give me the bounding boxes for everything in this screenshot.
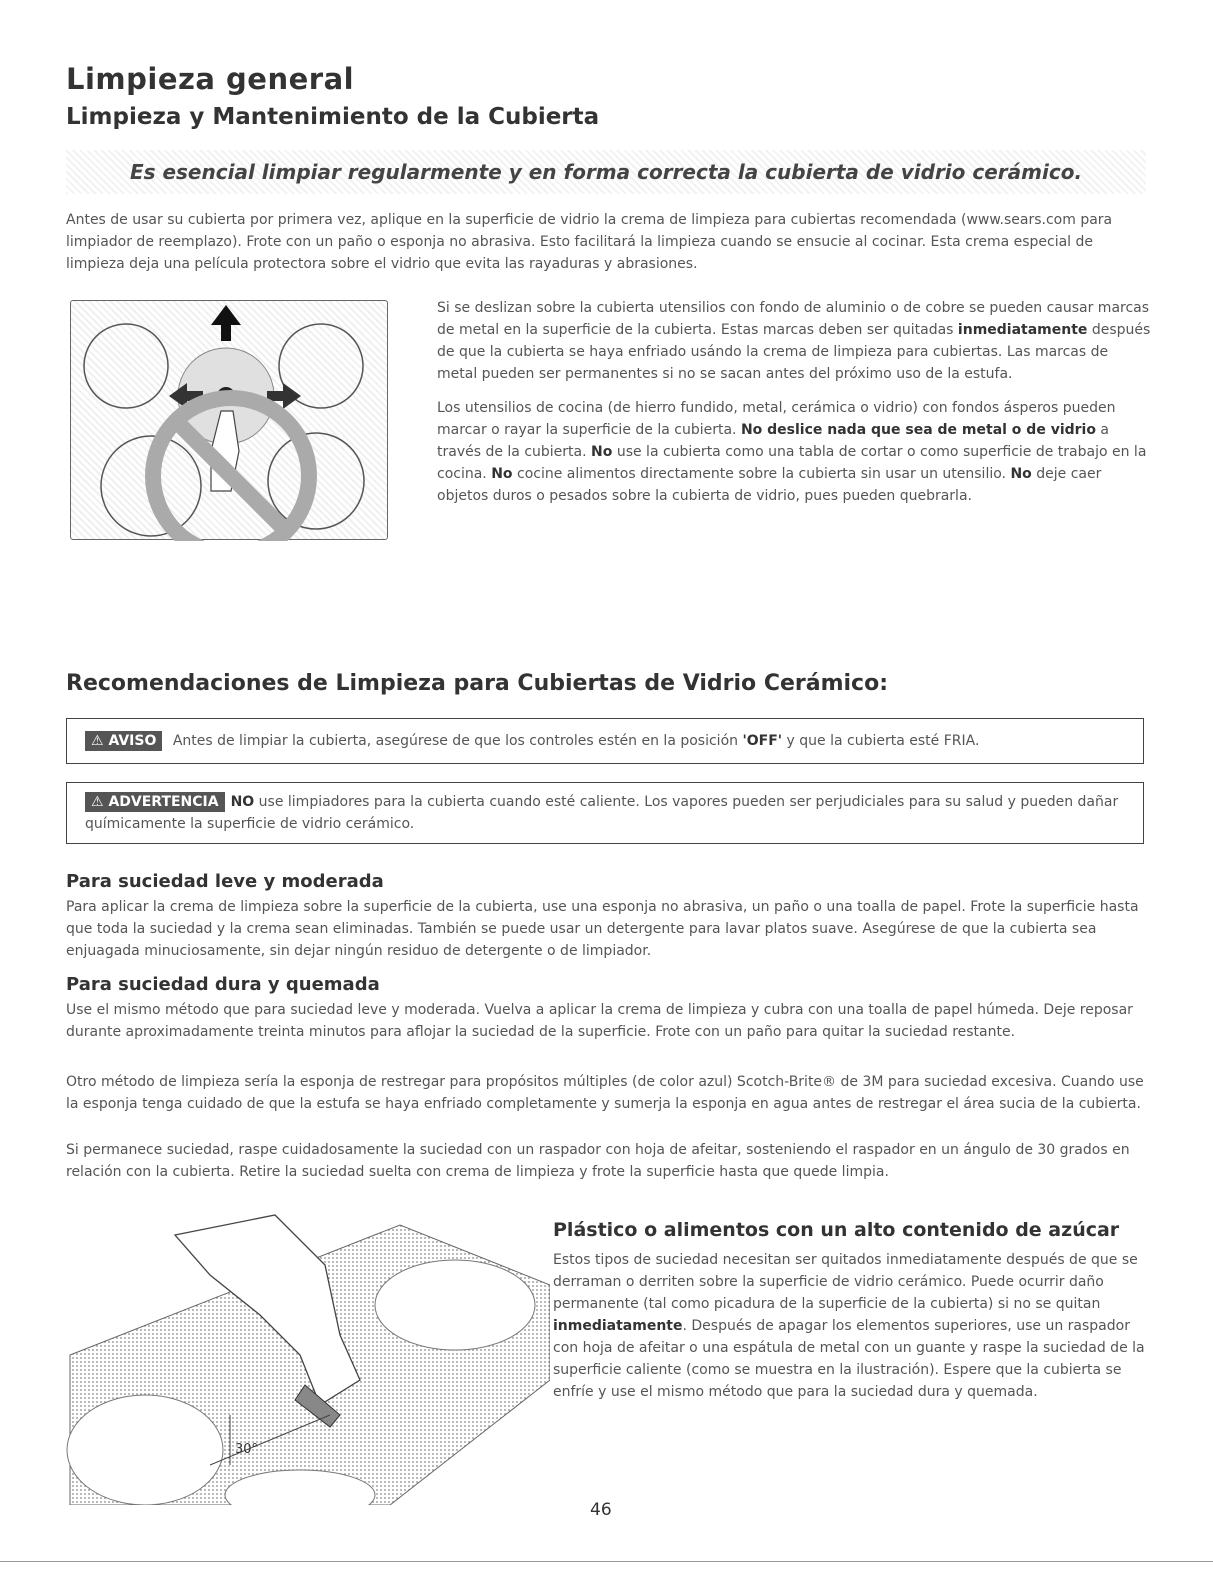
- page-number: 46: [590, 1500, 612, 1520]
- page-subtitle: Limpieza y Mantenimiento de la Cubierta: [66, 104, 600, 130]
- heavy-soil-text-2: Otro método de limpieza sería la esponja de restregar para propósitos múltiples (de color azul) Scotch-Brite® de 3M para suciedad excesiva. Cuando use la esponja tenga cuidado de que la estufa se haya enfriado completamente y sumerja la esponja en agua antes de restregar el área sucia de la cubierta.: [66, 1074, 1144, 1112]
- aside-text: [437, 297, 1152, 519]
- banner-text: Es esencial limpiar regularmente y en forma correcta la cubierta de vidrio cerámico.: [129, 160, 1083, 184]
- plastic-text: Estos tipos de suciedad necesitan ser quitados inmediatamente después de que se derraman o derriten sobre la superficie de vidrio cerámico. Puede ocurrir daño permanente (tal como picadura de la superficie de la cubierta) si no se quitan inmediatamente. Después de apagar los elementos superiores, use un raspador con hoja de afeitar o una espátula de metal con un guante y raspe la suciedad de la superficie caliente (como se muestra en la ilustración). Espere que la cubierta se enfríe y use el mismo método que para la suciedad dura y quemada.: [553, 1252, 1145, 1400]
- light-soil-heading: Para suciedad leve y moderada: [66, 871, 384, 892]
- cooktop-no-slide-illustration: [70, 300, 388, 540]
- no-slide-drawing: [71, 301, 389, 541]
- page-title: Limpieza general: [66, 62, 355, 96]
- heavy-soil-text-3: Si permanece suciedad, raspe cuidadosamente la suciedad con un raspador con hoja de afeitar, sosteniendo el raspador en un ángulo de 30 grados en relación con la cubierta. Retire la suciedad suelta con crema de limpieza y frote la superficie hasta que quede limpia.: [66, 1142, 1130, 1180]
- arrow-up-icon: [211, 305, 241, 341]
- warning-triangle-icon: ⚠ ADVERTENCIA: [85, 792, 225, 812]
- heavy-soil-text-1: Use el mismo método que para suciedad leve y moderada. Vuelva a aplicar la crema de limpieza y cubra con una toalla de papel húmeda. Deje reposar durante aproximadamente treinta minutos para aflojar la suciedad de la superficie. Frote con un paño para quitar la suciedad restante.: [66, 1002, 1133, 1040]
- scraper-illustration: [60, 1205, 550, 1505]
- highlight-banner: [66, 150, 1146, 194]
- section-title: Recomendaciones de Limpieza para Cubiertas de Vidrio Cerámico:: [66, 671, 889, 696]
- rough-utensils-paragraph: Los utensilios de cocina (de hierro fundido, metal, cerámica o vidrio) con fondos ásperos pueden marcar o rayar la superficie de la cubierta. No deslice nada que sea de metal o de vidrio a través de la cubierta. No use la cubierta como una tabla de cortar o como superficie de trabajo en la cocina. No cocine alimentos directamente sobre la cubierta sin usar un utensilio. No deje caer objetos duros o pesados sobre la cubierta de vidrio, pues pueden quebrarla.: [437, 400, 1147, 504]
- plastic-heading: Plástico o alimentos con un alto contenido de azúcar: [553, 1219, 1120, 1241]
- intro-paragraph: Antes de usar su cubierta por primera vez, aplique en la superficie de vidrio la crema de limpieza para cubiertas recomendada (www.sears.com para limpiador de reemplazo). Frote con un paño o esponja no abrasiva. Esto facilitará la limpieza cuando se ensucie al cocinar. Esta crema especial de limpieza deja una película protectora sobre el vidrio que evita las rayaduras y abrasiones.: [66, 212, 1113, 272]
- footer-divider: [0, 1561, 1213, 1562]
- advertencia-box: ⚠ ADVERTENCIA NO use limpiadores para la cubierta cuando esté caliente. Los vapores pueden ser perjudiciales para su salud y pueden dañar químicamente la superficie de vidrio cerámico.: [66, 782, 1144, 844]
- light-soil-text: Para aplicar la crema de limpieza sobre la superficie de la cubierta, use una esponja no abrasiva, un paño o una toalla de papel. Frote la superficie hasta que toda la suciedad y la crema sean eliminadas. También se puede usar un detergente para lavar platos suave. Asegúrese de que la cubierta sea enjuagada minuciosamente, sin dejar ningún residuo de detergente o de limpiador.: [66, 899, 1139, 959]
- angle-label: 30°: [235, 1442, 259, 1457]
- aviso-box: ⚠ AVISO Antes de limpiar la cubierta, asegúrese de que los controles estén en la posición 'OFF' y que la cubierta esté FRIA.: [66, 718, 1144, 764]
- metal-marks-paragraph: Si se deslizan sobre la cubierta utensilios con fondo de aluminio o de cobre se pueden causar marcas de metal en la superficie de la cubierta. Estas marcas deben ser quitadas inmediatamente después de que la cubierta se haya enfriado usándo la crema de limpieza para cubiertas. Las marcas de metal pueden ser permanentes si no se sacan antes del próximo uso de la estufa.: [437, 300, 1151, 382]
- scraper-drawing: [60, 1205, 550, 1505]
- heavy-soil-heading: Para suciedad dura y quemada: [66, 974, 380, 995]
- warning-triangle-icon: ⚠ AVISO: [85, 731, 162, 751]
